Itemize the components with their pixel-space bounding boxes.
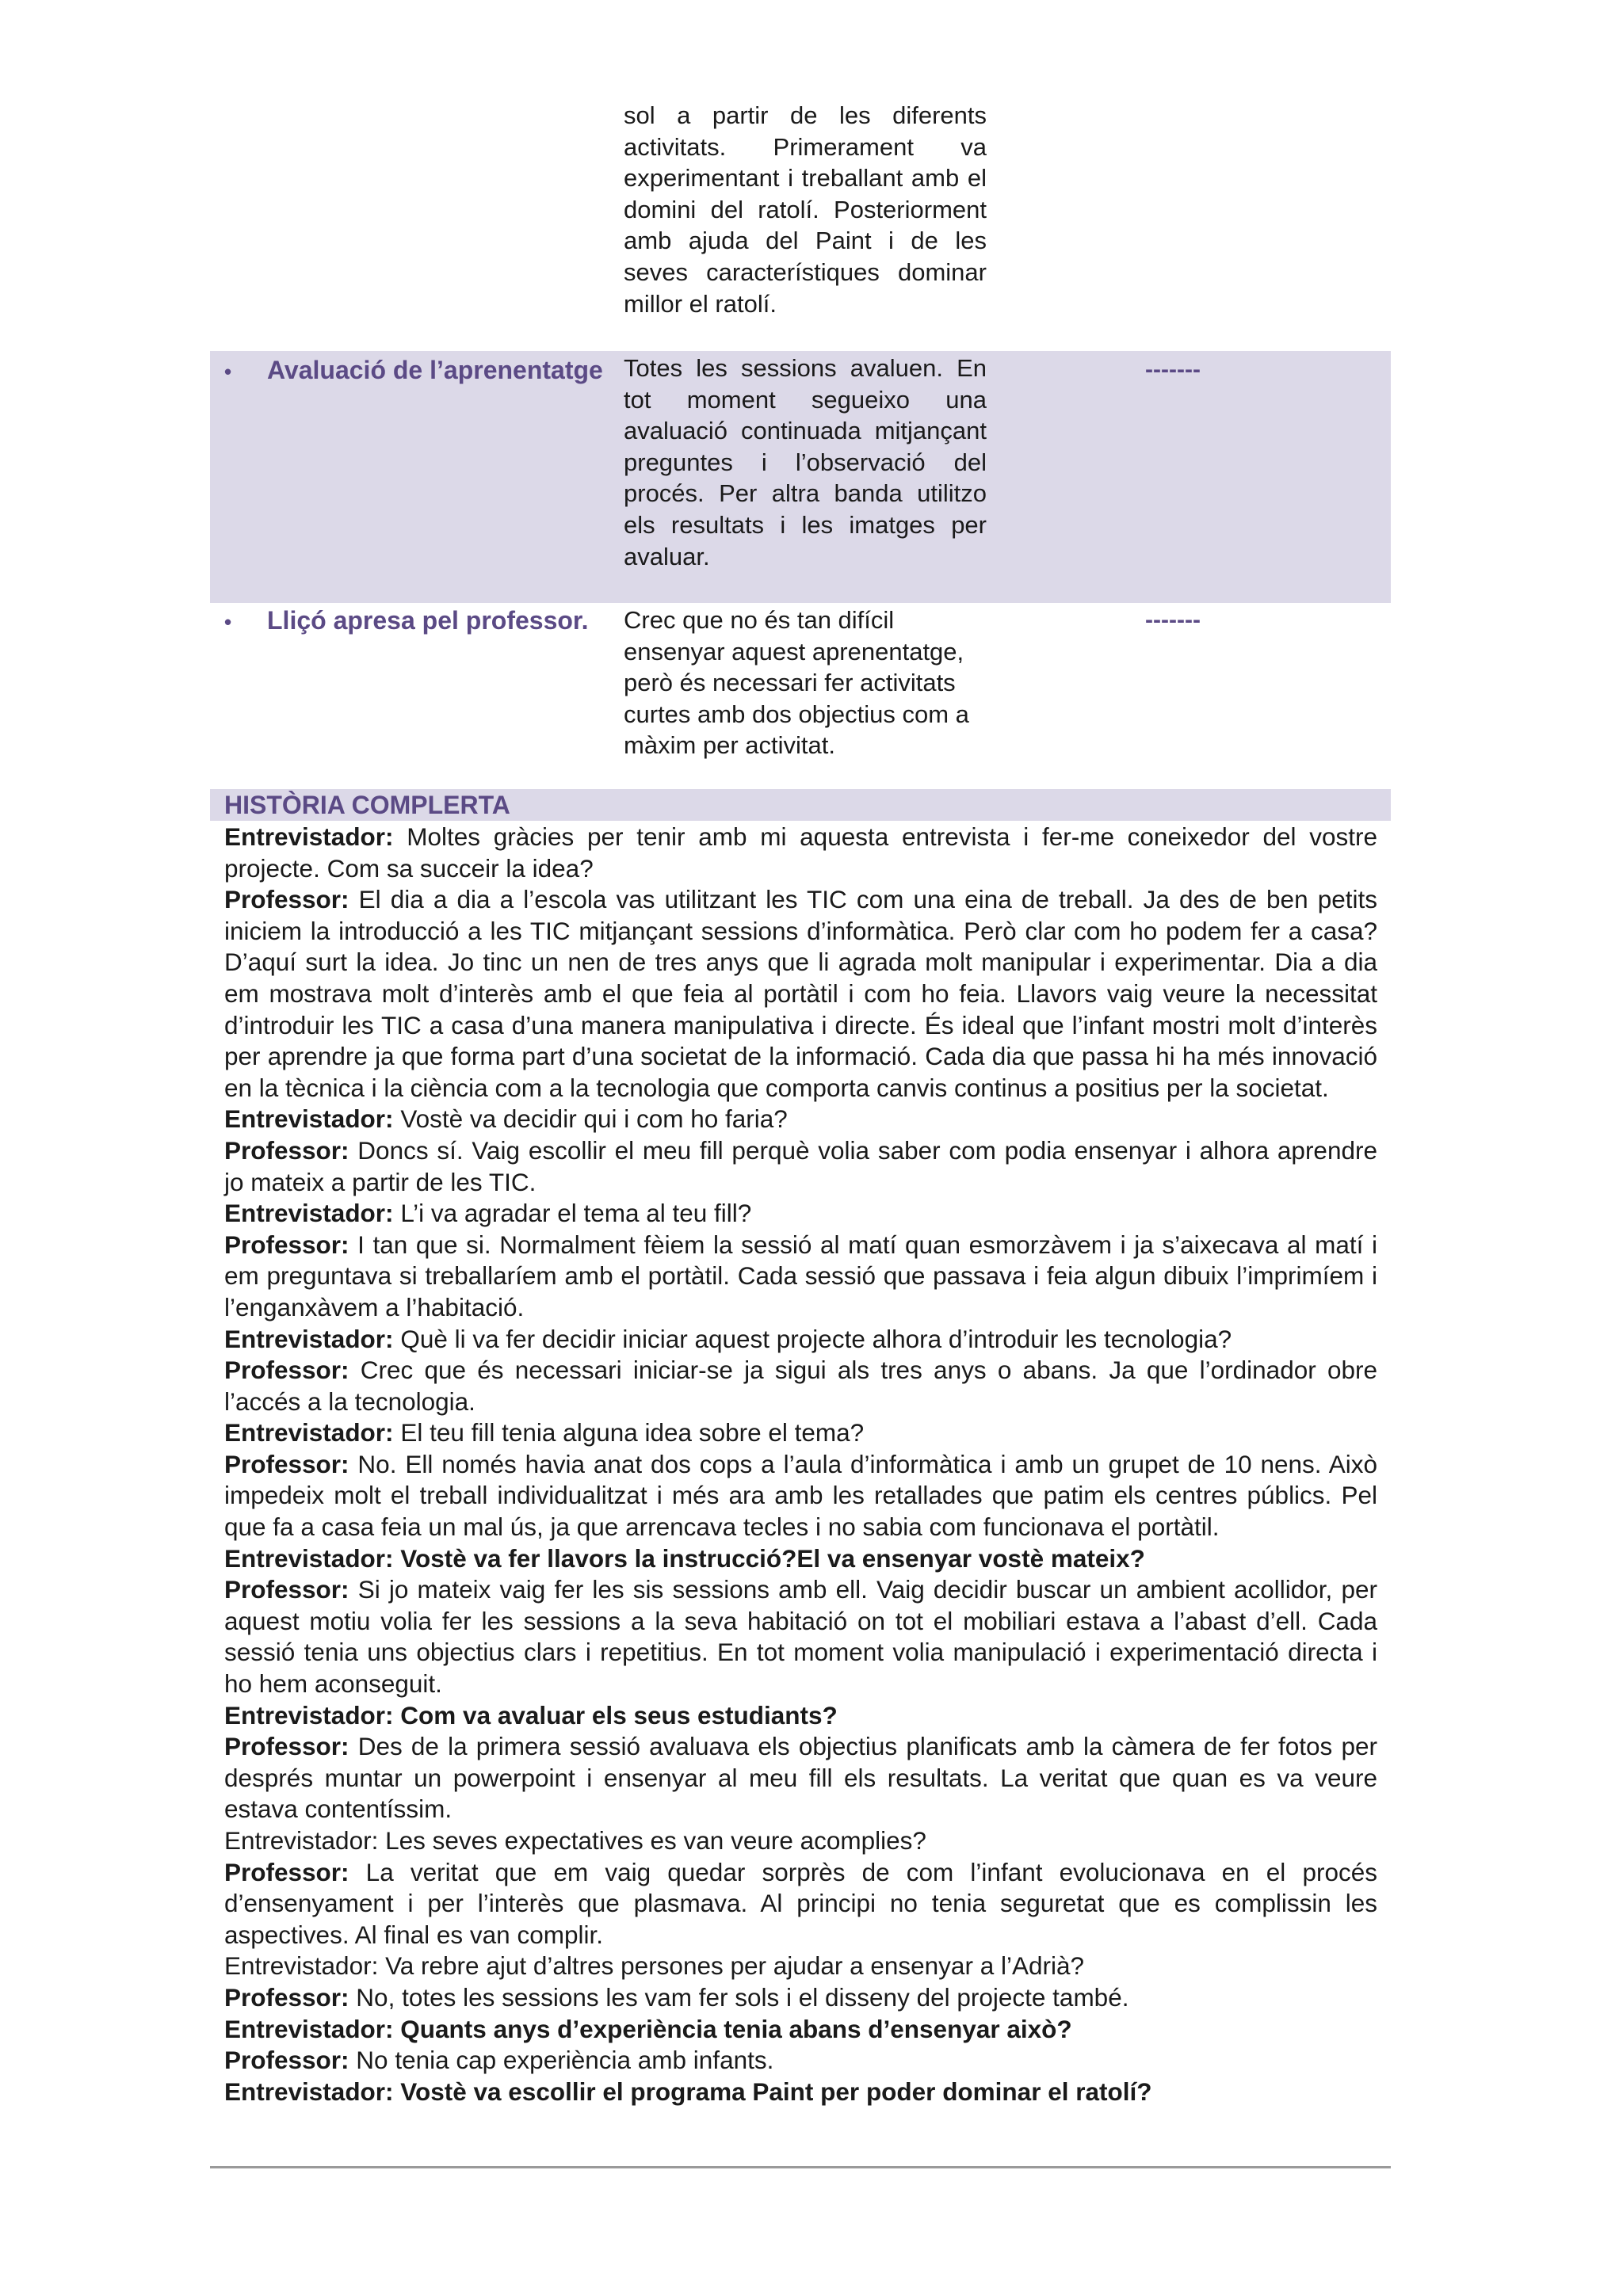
speaker-label: Entrevistador: [224,1199,394,1228]
speech-text: Moltes gràcies per tenir amb mi aquesta entrevista i fer-me coneixedor del vostre projecte. Com sa succeir la idea? [224,822,1377,883]
speaker-label: Entrevistador: [224,822,394,851]
speaker-label: Professor: [224,1732,349,1761]
speaker-label: Entrevistador: Quants anys d’experiència tenia abans d’ensenyar això? [224,2014,1072,2043]
row-description-cell [614,93,987,351]
transcript-paragraph [224,1135,1377,1198]
transcript-paragraph [224,1982,1377,2014]
description-text: Totes les sessions avaluen. En tot moment segueixo una avaluació continuada mitjançant preguntes i l’observació del procés. Per altra banda utilitzo els resultats i les imatges per avaluar. [624,354,987,570]
speech-text: Doncs sí. Vaig escollir el meu fill perquè volia saber com podia ensenyar i alhora aprendre jo mateix a partir de les TIC. [224,1135,1377,1196]
transcript-paragraph [224,2014,1377,2046]
transcript-paragraph [224,884,1377,1104]
bullet-icon: • [224,610,232,634]
table-row [210,351,1391,603]
transcript-paragraph [224,2077,1377,2108]
row-notes-cell [987,603,1391,789]
speaker-label: Professor: [224,1356,349,1385]
speaker-label: Professor: [224,1230,349,1259]
row-description-cell [614,603,987,789]
row-notes-cell [987,93,1391,351]
table-row [210,603,1391,789]
transcript-paragraph [224,1355,1377,1417]
speaker-label: Professor: [224,1575,349,1604]
speech-text: La veritat que em vaig quedar sorprès de com l’infant evolucionava en el procés d’ensenyament i per l’interès que plasmava. Al principi no tenia seguretat que es complissin les aspectives. Al final es van complir. [224,1857,1377,1949]
description-text: sol a partir de les diferents activitats. Primerament va experimentant i treballant amb el domini del ratolí. Posteriorment amb ajuda del Paint i de les seves característiques dominar millor el ratolí. [624,101,987,318]
row-label-text: Avaluació de l’aprenentatge [267,356,603,384]
row-label [224,605,614,639]
speaker-label: Entrevistador: Vostè va fer llavors la instrucció?El va ensenyar vostè mateix? [224,1543,1145,1573]
transcript-paragraph [224,1951,1377,1982]
transcript-paragraph [224,1731,1377,1825]
row-label-cell [210,351,614,603]
bullet-icon: • [224,360,232,383]
transcript-paragraph [224,1449,1377,1543]
speech-text: Entrevistador: Va rebre ajut d’altres persones per ajudar a ensenyar a l’Adrià? [224,1951,1085,1981]
speaker-label: Professor: [224,1135,349,1165]
transcript-paragraph [224,1825,1377,1857]
transcript-paragraph [224,2045,1377,2077]
speaker-label: Entrevistador: Com va avaluar els seus estudiants? [224,1700,838,1730]
speech-text: L’i va agradar el tema al teu fill? [393,1199,752,1228]
speech-text: El teu fill tenia alguna idea sobre el tema? [393,1418,865,1447]
speaker-label: Professor: [224,1857,349,1886]
speech-text: Vostè va decidir qui i com ho faria? [393,1104,788,1134]
speech-text: No. Ell només havia anat dos cops a l’aula d’informàtica i amb un grupet de 10 nens. Això impedeix molt el treball individualitzat i més ara amb les retallades que patim els centres públics. Pel que fa a casa feia un mal ús, ja que arrencava tecles i no sabia com funcionava el portàtil. [224,1449,1377,1542]
table-row [210,93,1391,351]
speaker-label: Entrevistador: [224,1418,394,1447]
row-label-text: Lliçó apresa pel professor. [267,606,589,635]
transcript-paragraph [224,822,1377,884]
speech-text: Si jo mateix vaig fer les sis sessions amb ell. Vaig decidir buscar un ambient acollidor, per aquest motiu volia fer les sessions a la seva habitació on tot el mobiliari estava a l’abast d’ell. Cada sessió tenia uns objectius clars i repetitius. En tot moment volia manipulació i experimentació directa i ho hem aconseguit. [224,1575,1377,1699]
transcript-paragraph [224,1417,1377,1449]
row-notes-cell [987,351,1391,603]
interview-transcript [224,822,1377,2107]
speaker-label: Professor: [224,1982,349,2012]
transcript-paragraph [224,1324,1377,1356]
transcript-paragraph [224,1230,1377,1324]
row-label-cell [210,93,614,351]
transcript-paragraph [224,1700,1377,1732]
bottom-rule [210,2166,1391,2168]
transcript-paragraph [224,1104,1377,1135]
speech-text: Des de la primera sessió avaluava els objectius planificats amb la càmera de fer fotos per després muntar un powerpoint i ensenyar al meu fill els resultats. La veritat que quan es va veure estava contentíssim. [224,1732,1377,1824]
speech-text: Crec que és necessari iniciar-se ja sigui als tres anys o abans. Ja que l’ordinador obre l’accés a la tecnologia. [224,1356,1377,1416]
section-header [210,789,1391,821]
row-label [224,354,614,388]
speech-text: Entrevistador: Les seves expectatives es van veure acomplies? [224,1826,926,1855]
empty-marker: ------- [1145,607,1201,633]
row-label-cell [210,603,614,789]
speech-text: Què li va fer decidir iniciar aquest projecte alhora d’introduir les tecnologia? [393,1324,1232,1353]
evaluation-table [210,93,1391,789]
transcript-paragraph [224,1857,1377,1951]
speech-text: El dia a dia a l’escola vas utilitzant les TIC com una eina de treball. Ja des de ben petits iniciem la introducció a les TIC mitjançant sessions d’informàtica. Però clar com ho podem fer a casa? D’aquí surt la idea. Jo tinc un nen de tres anys que li agrada molt manipular i experimentar. Dia a dia em mostrava molt d’interès amb el que feia al portàtil i com ho feia. Llavors vaig veure la necessitat d’introduir les TIC a casa d’una manera manipulativa i directe. És ideal que l’infant mostri molt d’interès per aprendre ja que forma part d’una societat de la informació. Cada dia que passa hi ha més innovació en la tècnica i la ciència com a la tecnologia que comporta canvis continus a positius per la societat. [224,885,1377,1102]
speaker-label: Entrevistador: [224,1324,394,1353]
speech-text: No tenia cap experiència amb infants. [349,2046,774,2075]
speaker-label: Entrevistador: [224,1104,394,1134]
speaker-label: Professor: [224,885,349,914]
speaker-label: Professor: [224,1449,349,1478]
transcript-paragraph [224,1198,1377,1230]
section-title: HISTÒRIA COMPLERTA [224,791,510,819]
speech-text: I tan que si. Normalment fèiem la sessió al matí quan esmorzàvem i ja s’aixecava al matí i em preguntava si treballaríem amb el portàtil. Cada sessió que passava i feia algun dibuix l’imprimíem i l’enganxàvem a l’habitació. [224,1230,1377,1322]
speech-text: No, totes les sessions les vam fer sols i el disseny del projecte també. [349,1982,1129,2012]
speaker-label: Entrevistador: Vostè va escollir el programa Paint per poder dominar el ratolí? [224,2077,1152,2106]
transcript-paragraph [224,1543,1377,1575]
description-text: Crec que no és tan difícil ensenyar aquest aprenentatge, però és necessari fer activitats curtes amb dos objectius com a màxim per activitat. [624,606,969,760]
empty-marker: ------- [1145,357,1201,383]
speaker-label: Professor: [224,2046,349,2075]
transcript-paragraph [224,1574,1377,1699]
row-description-cell [614,351,987,603]
